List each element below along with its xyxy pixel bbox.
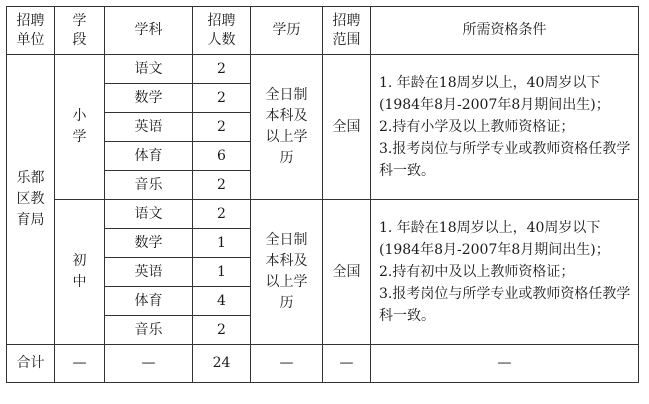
header-scope: 招聘 范围	[323, 7, 371, 55]
total-subject: —	[105, 345, 193, 383]
count-cell: 2	[193, 200, 251, 229]
unit-name-cell: 乐都 区教 育局	[7, 55, 55, 345]
total-label: 合计	[7, 345, 55, 383]
total-requirements: —	[371, 345, 639, 383]
scope-cell-primary: 全国	[323, 55, 371, 200]
subject-cell: 数学	[105, 84, 193, 113]
education-cell-primary: 全日制 本科及 以上学 历	[251, 55, 323, 200]
total-education: —	[251, 345, 323, 383]
subject-cell: 音乐	[105, 316, 193, 345]
recruitment-table	[6, 6, 639, 383]
subject-cell: 英语	[105, 258, 193, 287]
stage-cell-junior: 初 中	[55, 200, 105, 345]
count-cell: 2	[193, 84, 251, 113]
count-cell: 2	[193, 55, 251, 84]
count-cell: 2	[193, 171, 251, 200]
count-cell: 4	[193, 287, 251, 316]
total-count: 24	[193, 345, 251, 383]
subject-cell: 英语	[105, 113, 193, 142]
education-cell-junior: 全日制 本科及 以上学 历	[251, 200, 323, 345]
table-row	[7, 200, 639, 229]
scope-cell-junior: 全国	[323, 200, 371, 345]
total-scope: —	[323, 345, 371, 383]
header-requirements: 所需资格条件	[371, 7, 639, 55]
table-row	[7, 55, 639, 84]
count-cell: 1	[193, 229, 251, 258]
subject-cell: 体育	[105, 287, 193, 316]
header-row	[7, 7, 639, 55]
subject-cell: 体育	[105, 142, 193, 171]
subject-cell: 语文	[105, 200, 193, 229]
requirements-cell-primary: 1. 年龄在18周岁以上，40周岁以下(1984年8月-2007年8月期间出生)； 2.持有小学及以上教师资格证； 3.报考岗位与所学专业或教师资格任教学科一致。	[371, 55, 639, 200]
count-cell: 2	[193, 316, 251, 345]
header-stage: 学 段	[55, 7, 105, 55]
header-education: 学历	[251, 7, 323, 55]
header-unit: 招聘 单位	[7, 7, 55, 55]
total-row	[7, 345, 639, 383]
subject-cell: 音乐	[105, 171, 193, 200]
subject-cell: 数学	[105, 229, 193, 258]
header-count: 招聘 人数	[193, 7, 251, 55]
count-cell: 1	[193, 258, 251, 287]
count-cell: 6	[193, 142, 251, 171]
stage-cell-primary: 小 学	[55, 55, 105, 200]
count-cell: 2	[193, 113, 251, 142]
subject-cell: 语文	[105, 55, 193, 84]
total-stage: —	[55, 345, 105, 383]
header-subject: 学科	[105, 7, 193, 55]
requirements-cell-junior: 1. 年龄在18周岁以上，40周岁以下(1984年8月-2007年8月期间出生)； 2.持有初中及以上教师资格证； 3.报考岗位与所学专业或教师资格任教学科一致。	[371, 200, 639, 345]
